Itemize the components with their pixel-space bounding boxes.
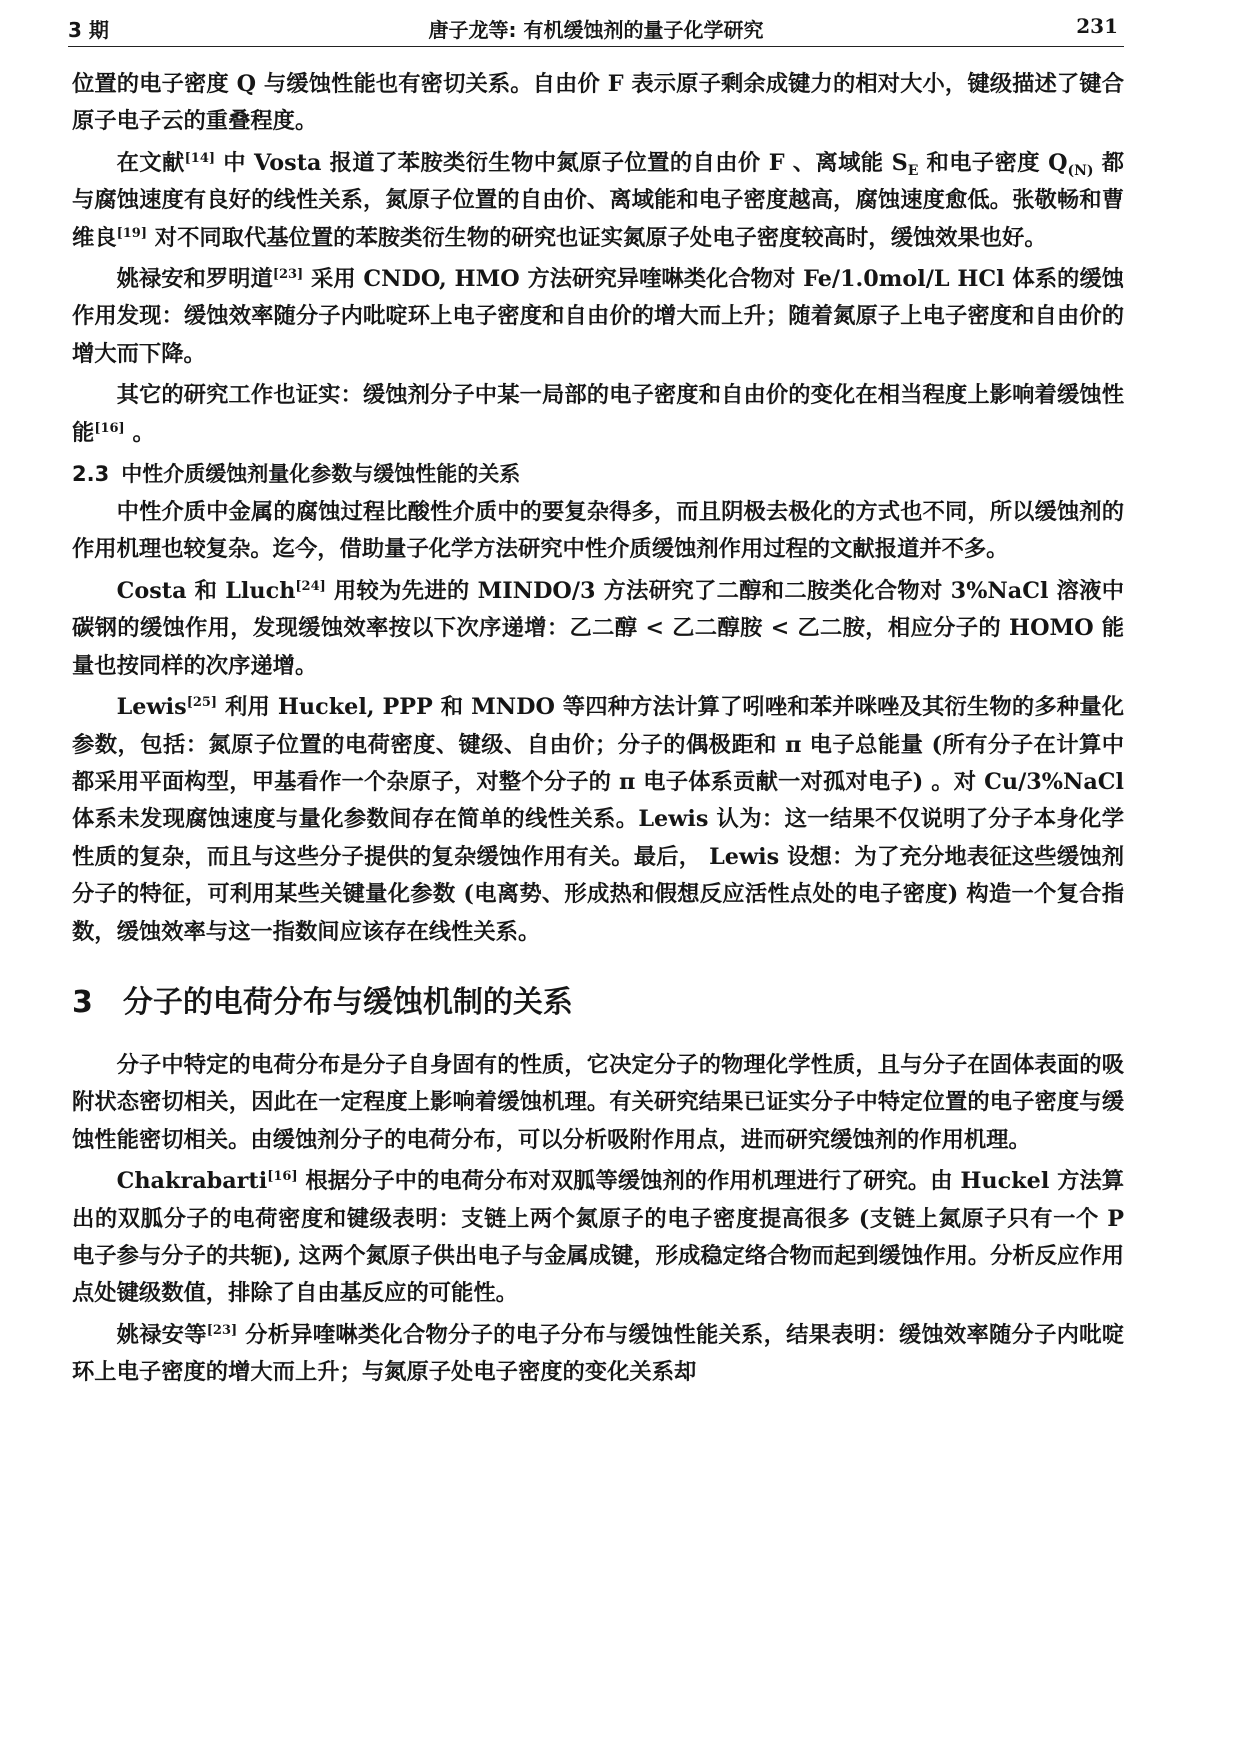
paragraph-text: 根据分子中的电荷分布对双胍等缓蚀剂的作用机理进行了研究。由 Huckel 方法算出的双胍分子的电荷密度和键级表明：支链上两个氮原子的电子密度提高很多 (支链上氮原子只有一个 P 电子参与分子的共轭), 这两个氮原子供出电子与金属成键，形成稳定络合物而起到缓蚀作用。分析反应作用点处键级数值，排除了自由基反应的可能性。 bbox=[72, 1168, 1124, 1307]
section-number: 3 bbox=[72, 984, 93, 1020]
paragraph-text: 分子中特定的电荷分布是分子自身固有的性质，它决定分子的物理化学性质，且与分子在固体表面的吸附状态密切相关，因此在一定程度上影响着缓蚀机理。有关研究结果已证实分子中特定位置的电子密度与缓蚀性能密切相关。由缓蚀剂分子的电荷分布，可以分析吸附作用点，进而研究缓蚀剂的作用机理。 bbox=[72, 1051, 1124, 1153]
article-body bbox=[72, 66, 1124, 1396]
paragraph-text: 对不同取代基位置的苯胺类衍生物的研究也证实氮原子处电子密度较高时，缓蚀效果也好。 bbox=[147, 224, 1047, 251]
paragraph-text: 姚禄安等 bbox=[116, 1321, 207, 1348]
paragraph-text: 分析异喹啉类化合物分子的电子分布与缓蚀性能关系，结果表明：缓蚀效率随分子内吡啶环上电子密度的增大而上升；与氮原子处电子密度的变化关系却 bbox=[72, 1321, 1124, 1386]
section-heading-3 bbox=[72, 981, 1124, 1025]
paragraph-text: 用较为先进的 MINDO/3 方法研究了二醇和二胺类化合物对 3%NaCl 溶液中碳钢的缓蚀作用，发现缓蚀效率按以下次序递增：乙二醇 < 乙二醇胺 < 乙二胺，相应分子的 HOMO 能量也按同样的次序递增。 bbox=[72, 577, 1124, 679]
paragraph-vosta bbox=[72, 145, 1124, 257]
section-number: 2.3 bbox=[72, 462, 110, 487]
paragraph-text: 。 bbox=[124, 419, 155, 446]
section-title: 分子的电荷分布与缓蚀机制的关系 bbox=[122, 984, 573, 1020]
paragraph-text: Lewis bbox=[116, 694, 187, 721]
paragraph-text: Costa 和 Lluch bbox=[116, 577, 296, 604]
paragraph-text: Chakrabarti bbox=[116, 1168, 268, 1195]
subscript: E bbox=[907, 162, 919, 179]
citation-ref: [23] bbox=[272, 267, 304, 283]
paragraph-text: 都与腐蚀速度有良好的线性关系，氮原子位置的自由价、离域能和电子密度越高，腐蚀速度愈低。张敬畅和曹维良 bbox=[72, 149, 1125, 251]
paragraph-neutral-media bbox=[72, 494, 1124, 569]
citation-ref: [16] bbox=[267, 1169, 298, 1185]
section-title: 中性介质缓蚀剂量化参数与缓蚀性能的关系 bbox=[121, 462, 521, 487]
issue-label: 3 期 bbox=[68, 18, 109, 42]
paragraph-text: 中 Vosta 报道了苯胺类衍生物中氮原子位置的自由价 F 、离域能 S bbox=[215, 149, 908, 176]
paragraph-charge-distribution bbox=[72, 1047, 1124, 1159]
paragraph-lewis bbox=[72, 689, 1124, 951]
paragraph-text: 位置的电子密度 Q 与缓蚀性能也有密切关系。自由价 F 表示原子剩余成键力的相对大小，键级描述了键合原子电子云的重叠程度。 bbox=[72, 71, 1124, 135]
paragraph-text: 利用 Huckel, PPP 和 MNDO 等四种方法计算了吲唑和苯并咪唑及其衍生物的多种量化参数，包括：氮原子位置的电荷密度、键级、自由价；分子的偶极距和 π 电子总能量 (所有分子在计算中都采用平面构型，甲基看作一个杂原子，对整个分子的 π 电子体系贡献一对孤对电子) 。对 Cu/3%NaCl 体系未发现腐蚀速度与量化参数间存在简单的线性关系。Lewis 认为：这一结果不仅说明了分子本身化学性质的复杂，而且与这些分子提供的复杂缓蚀作用有关。最后， Lewis 设想：为了充分地表征这些缓蚀剂分子的特征，可利用某些关键量化参数 (电离势、形成热和假想反应活性点处的电子密度) 构造一个复合指数，缓蚀效率与这一指数间应该存在线性关系。 bbox=[72, 694, 1124, 945]
paragraph-text: 采用 CNDO, HMO 方法研究异喹啉类化合物对 Fe/1.0mol/L HCl 体系的缓蚀作用发现：缓蚀效率随分子内吡啶环上电子密度和自由价的增大而上升；随着氮原子上电子密度和自由价的增大而下降。 bbox=[72, 266, 1124, 367]
paragraph-yao-luo bbox=[72, 261, 1124, 373]
running-header bbox=[68, 4, 1124, 47]
running-title: 唐子龙等: 有机缓蚀剂的量子化学研究 bbox=[428, 18, 764, 42]
paragraph-text: 在文献 bbox=[116, 149, 185, 176]
paragraph-text: 姚禄安和罗明道 bbox=[116, 266, 273, 293]
subscript: (N) bbox=[1067, 162, 1094, 179]
paragraph-text: 其它的研究工作也证实：缓蚀剂分子中某一局部的电子密度和自由价的变化在相当程度上影响着缓蚀性能 bbox=[72, 382, 1124, 446]
citation-ref: [23] bbox=[206, 1322, 238, 1338]
page-number: 231 bbox=[1076, 14, 1118, 38]
citation-ref: [14] bbox=[184, 150, 216, 166]
paragraph-yao-et-al bbox=[72, 1317, 1124, 1392]
citation-ref: [25] bbox=[186, 695, 218, 711]
citation-ref: [16] bbox=[94, 420, 125, 436]
section-heading-2-3 bbox=[72, 456, 1124, 492]
paragraph-other-work bbox=[72, 377, 1124, 452]
citation-ref: [24] bbox=[295, 578, 326, 594]
citation-ref: [19] bbox=[116, 225, 148, 241]
paragraph-text: 中性介质中金属的腐蚀过程比酸性介质中的要复杂得多，而且阴极去极化的方式也不同，所以缓蚀剂的作用机理也较复杂。迄今，借助量子化学方法研究中性介质缓蚀剂作用过程的文献报道并不多。 bbox=[72, 499, 1124, 563]
paragraph-text: 和电子密度 Q bbox=[918, 149, 1068, 176]
paragraph-electron-density bbox=[72, 66, 1124, 141]
paragraph-costa-lluch bbox=[72, 573, 1124, 685]
paragraph-chakrabarti bbox=[72, 1163, 1124, 1313]
